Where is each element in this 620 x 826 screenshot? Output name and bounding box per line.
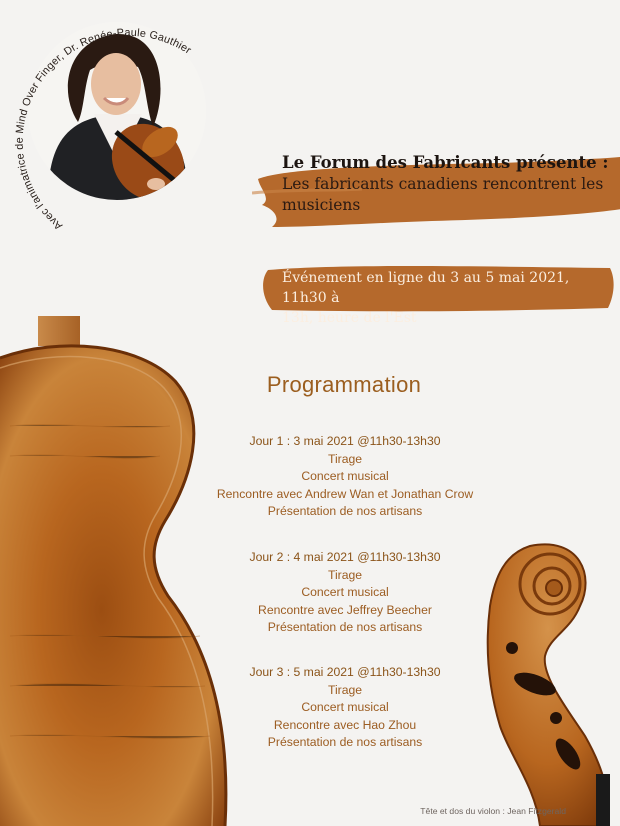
program-title: Programmation [266,372,422,397]
day-item: Rencontre avec Jeffrey Beecher [258,602,432,617]
program-day-3 [200,664,490,752]
violin-scroll-image [470,536,620,826]
day-item: Présentation de nos artisans [267,620,423,634]
event-dates-line1: Événement en ligne du 3 au 5 mai 2021, 11h30 à [282,270,570,306]
host-caption-text: Avec l'animatrice de Mind Over Finger, Dr. Renée-Paule Gauthier [13,26,194,232]
event-dates-line2: 13h, heure de l'Est [282,310,417,326]
day-item: Concert musical [301,700,389,714]
program-day-2 [200,549,490,637]
day-item: Rencontre avec Hao Zhou [273,717,417,732]
host-caption-curved [0,0,247,241]
title-block [282,152,612,216]
day-heading: Jour 1 : 3 mai 2021 @11h30-13h30 [249,434,441,448]
title-subtitle-line1: Les fabricants canadiens rencontrent les [282,175,604,193]
day-item: Tirage [327,682,363,697]
day-heading: Jour 2 : 4 mai 2021 @11h30-13h30 [249,550,441,564]
day-heading: Jour 3 : 5 mai 2021 @11h30-13h30 [249,665,441,679]
day-item: Rencontre avec Andrew Wan et Jonathan Crow [216,486,474,501]
day-item: Présentation de nos artisans [267,504,423,518]
day-item: Concert musical [301,585,389,599]
day-item: Tirage [327,451,363,466]
event-dates [282,268,602,328]
day-item: Présentation de nos artisans [267,735,423,749]
program-day-1 [200,433,490,521]
title-subtitle-line2: musiciens [282,196,361,214]
title-heading: Le Forum des Fabricants présente : [282,153,609,172]
day-item: Tirage [327,567,363,582]
photo-credit: Tête et dos du violon : Jean Fitzgerald [420,806,566,816]
svg-text:Avec l'animatrice de Mind Over [14,27,194,232]
day-item: Concert musical [301,469,389,483]
